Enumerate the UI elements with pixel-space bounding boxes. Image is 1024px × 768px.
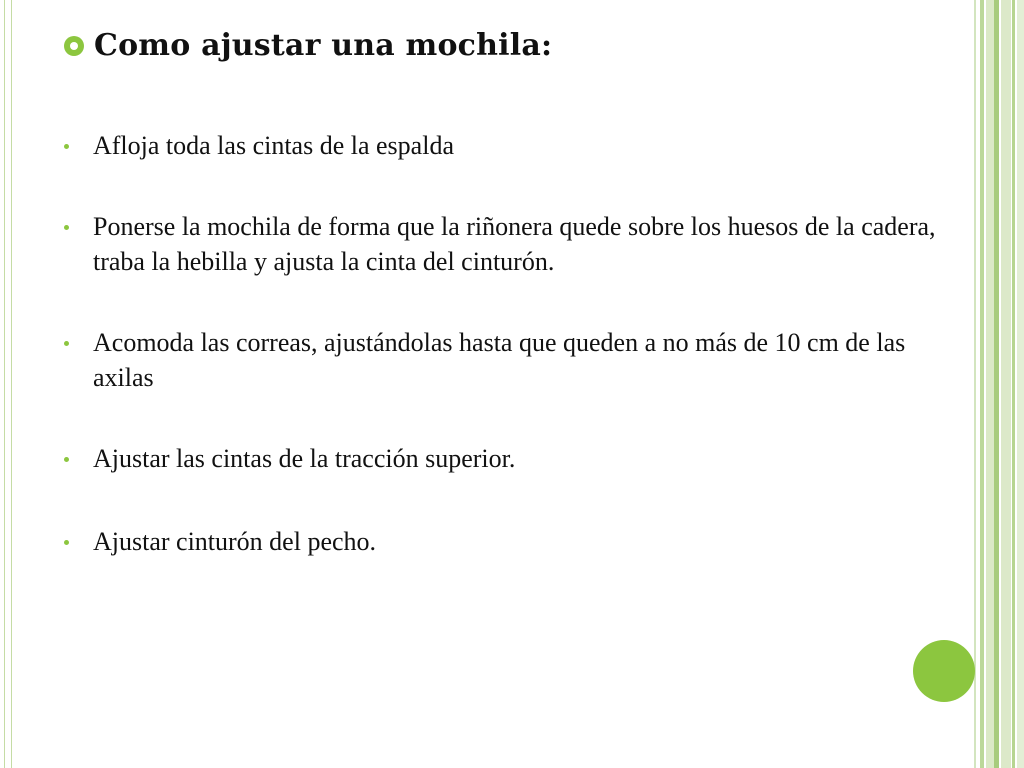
bullet-text: Ponerse la mochila de forma que la riñonera quede sobre los huesos de la cadera, traba la hebilla y ajusta la cinta del cinturón. bbox=[93, 212, 936, 276]
dot-bullet-icon bbox=[64, 225, 69, 230]
bullet-item bbox=[60, 209, 960, 279]
dot-bullet-icon bbox=[64, 457, 69, 462]
circle-bullet-icon bbox=[64, 36, 84, 56]
dot-bullet-icon bbox=[64, 144, 69, 149]
right-frame-stripe bbox=[980, 0, 984, 768]
green-circle-decoration bbox=[913, 640, 975, 702]
bullet-item bbox=[60, 325, 960, 395]
right-frame-stripe bbox=[1001, 0, 1011, 768]
slide-title: Como ajustar una mochila: bbox=[94, 28, 553, 63]
bullet-text: Afloja toda las cintas de la espalda bbox=[93, 131, 454, 160]
bullet-text: Ajustar cinturón del pecho. bbox=[93, 527, 377, 556]
bullet-text: Ajustar las cintas de la tracción superior. bbox=[93, 444, 516, 473]
slide-title-row bbox=[64, 28, 552, 63]
right-frame-stripe bbox=[974, 0, 976, 768]
dot-bullet-icon bbox=[64, 540, 69, 545]
right-frame-stripe bbox=[986, 0, 994, 768]
right-frame-stripe bbox=[1012, 0, 1015, 768]
left-frame-line bbox=[4, 0, 5, 768]
bullet-item bbox=[60, 128, 960, 163]
dot-bullet-icon bbox=[64, 341, 69, 346]
bullet-list bbox=[60, 128, 960, 559]
bullet-item bbox=[60, 524, 960, 559]
right-frame-stripe bbox=[1017, 0, 1024, 768]
bullet-item bbox=[60, 441, 960, 476]
left-frame-line bbox=[11, 0, 12, 768]
bullet-text: Acomoda las correas, ajustándolas hasta que queden a no más de 10 cm de las axilas bbox=[93, 328, 906, 392]
circle-bullet-inner bbox=[70, 42, 78, 50]
right-frame-stripe bbox=[994, 0, 999, 768]
